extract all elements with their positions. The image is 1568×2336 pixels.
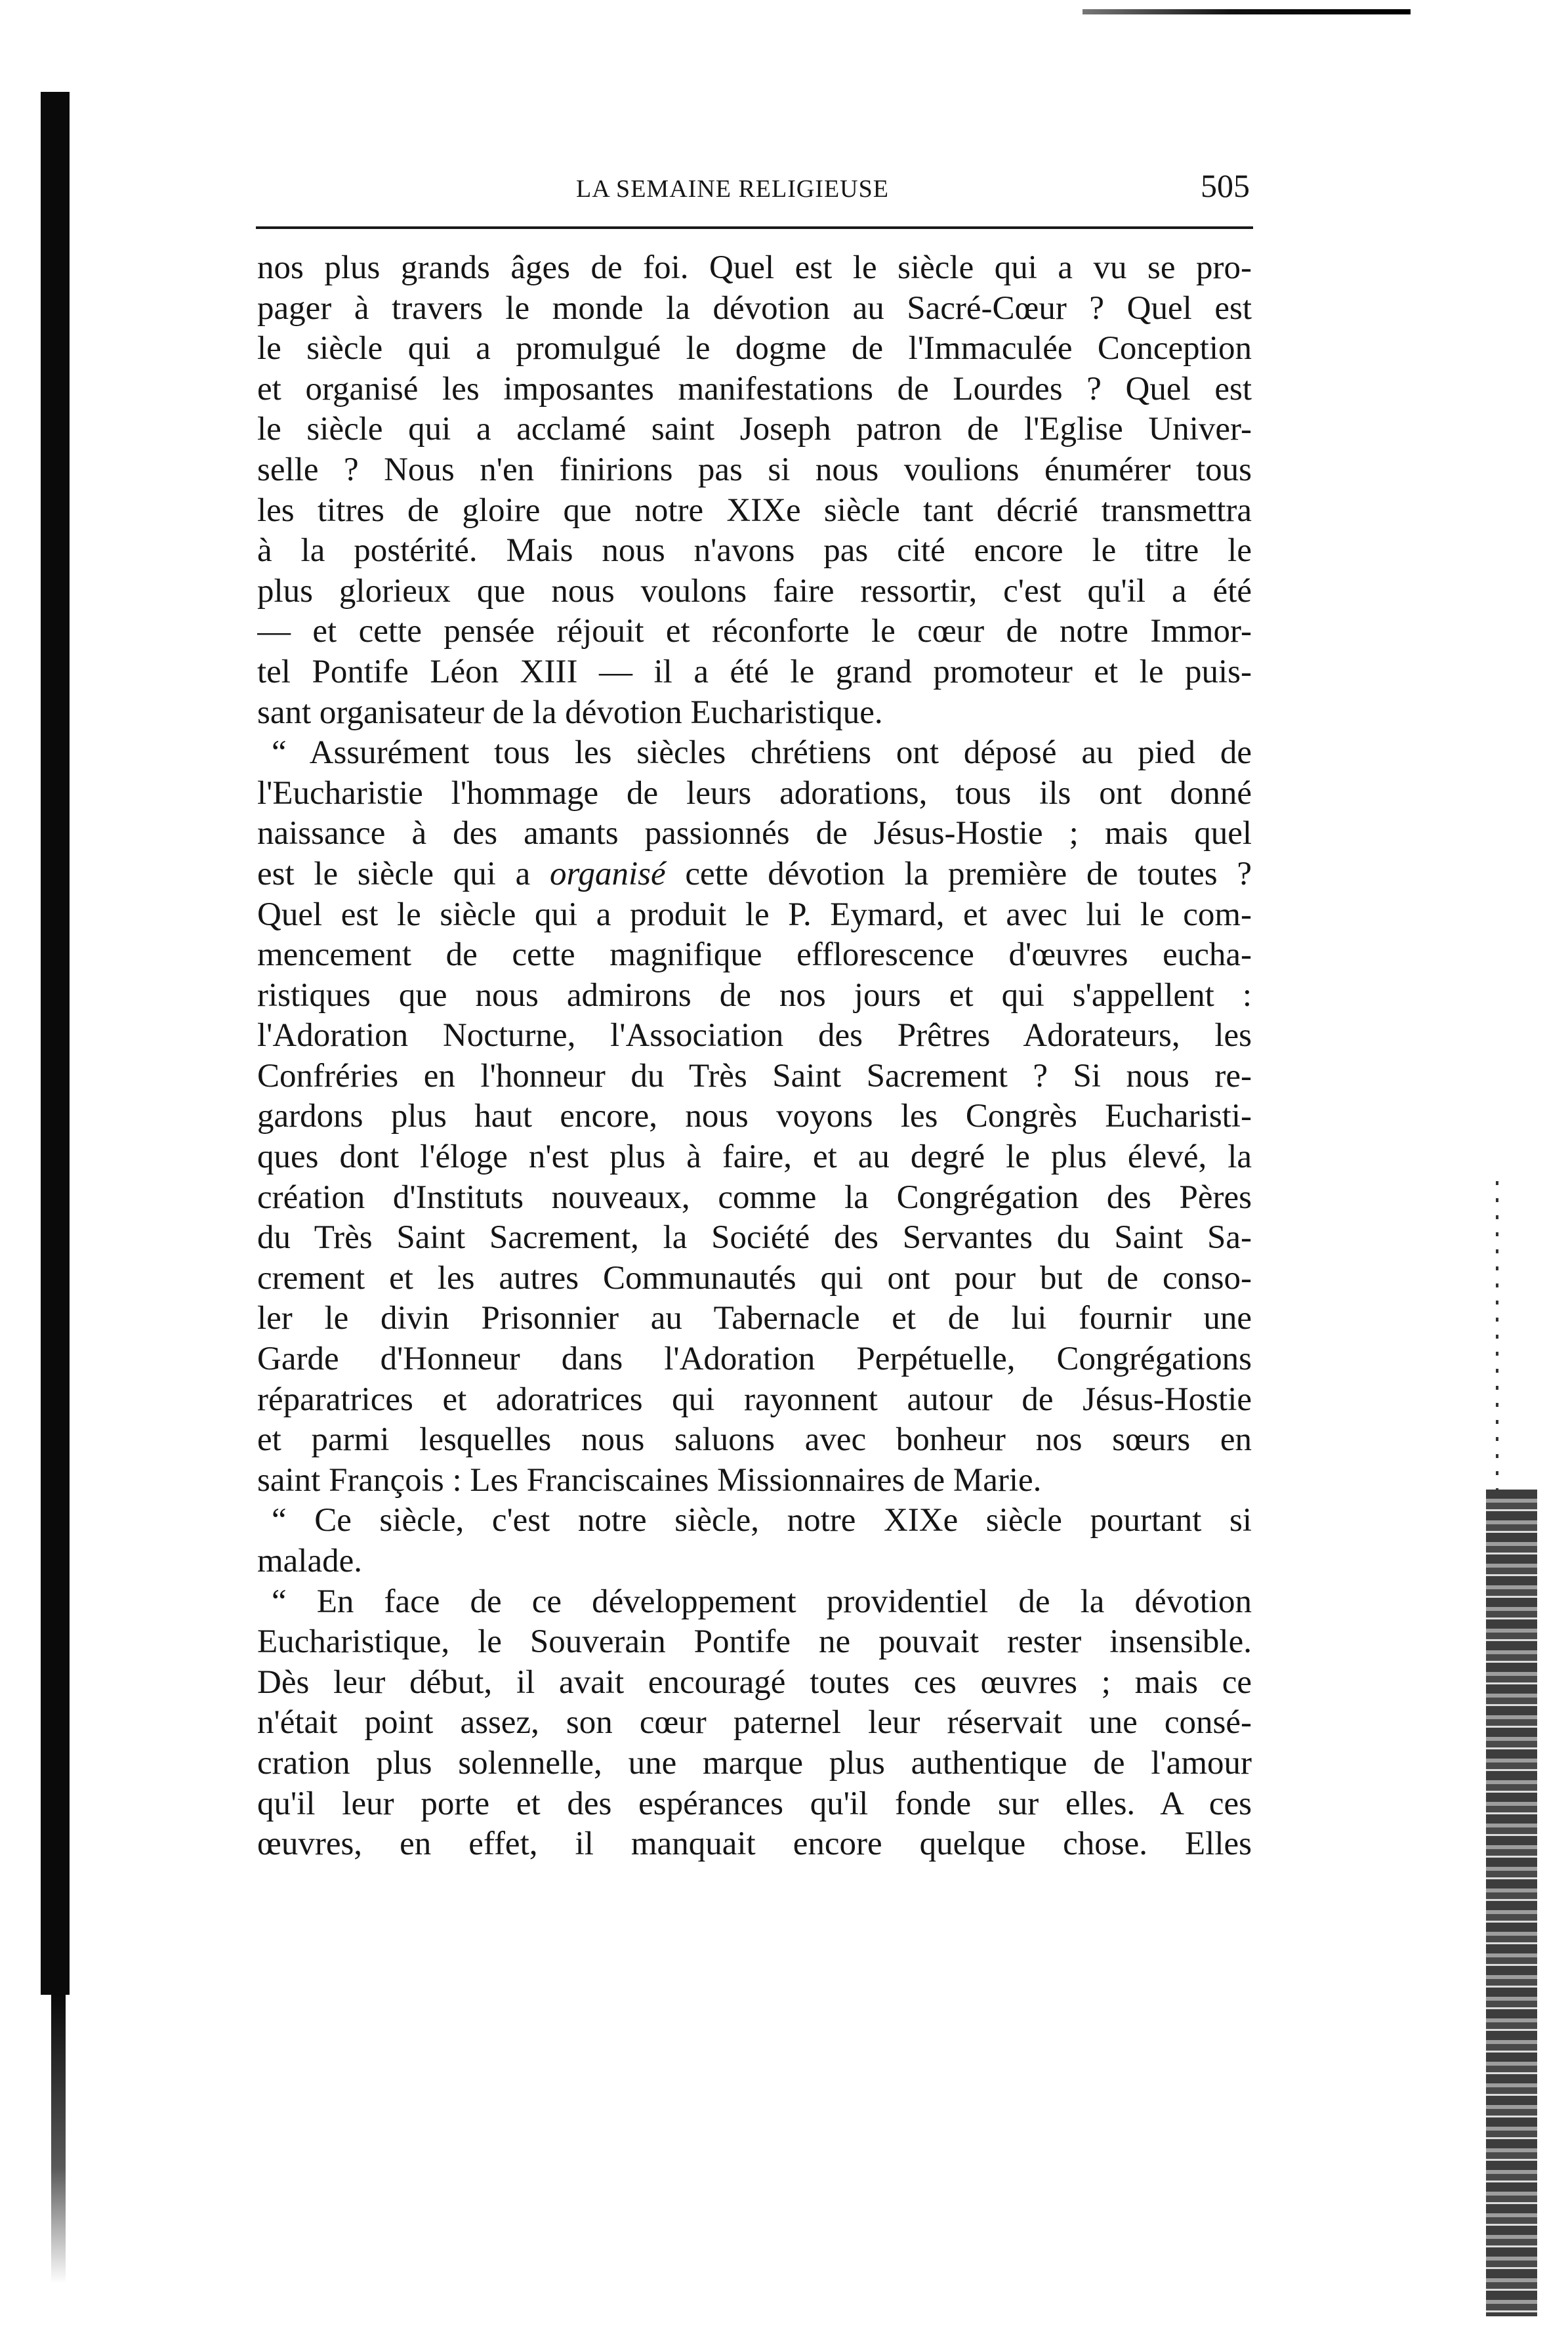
text-line: ques dont l'éloge n'est plus à faire, et au degré le plus élevé, la [257, 1138, 1252, 1176]
text-line: œuvres, en effet, il manquait encore quelque chose. Elles [257, 1825, 1252, 1863]
page-number: 505 [1201, 167, 1250, 204]
text-line: selle ? Nous n'en finirions pas si nous voulions énumérer tous [257, 451, 1252, 488]
text-line: à la postérité. Mais nous n'avons pas cité encore le titre le [257, 532, 1252, 570]
scan-page-edge-texture [1486, 1490, 1537, 2316]
scan-binding-shadow-fade [51, 1995, 66, 2284]
text-line: Confréries en l'honneur du Très Saint Sacrement ? Si nous re- [257, 1057, 1252, 1095]
text-line: ristiques que nous admirons de nos jours et qui s'appellent : [257, 976, 1252, 1014]
text-line: création d'Instituts nouveaux, comme la Congrégation des Pères [257, 1178, 1252, 1216]
text-run: cette dévotion la première de toutes ? [665, 855, 1252, 892]
text-run: est le siècle qui a [257, 855, 550, 892]
text-line: l'Eucharistie l'hommage de leurs adorations, tous ils ont donné [257, 774, 1252, 812]
text-line: du Très Saint Sacrement, la Société des Servantes du Saint Sa- [257, 1219, 1252, 1257]
text-line: sant organisateur de la dévotion Eucharistique. [257, 694, 883, 731]
text-line: Quel est le siècle qui a produit le P. Eymard, et avec lui le com- [257, 896, 1252, 933]
text-line: nos plus grands âges de foi. Quel est le siècle qui a vu se pro- [257, 249, 1252, 286]
text-line: cration plus solennelle, une marque plus authentique de l'amour [257, 1744, 1252, 1782]
text-line: pager à travers le monde la dévotion au Sacré-Cœur ? Quel est [257, 289, 1252, 327]
text-line: crement et les autres Communautés qui ont pour but de conso- [257, 1259, 1252, 1297]
text-line: mencement de cette magnifique efflorescence d'œuvres eucha- [257, 936, 1252, 974]
text-line: n'était point assez, son cœur paternel leur réservait une consé- [257, 1704, 1252, 1742]
text-line: l'Adoration Nocturne, l'Association des Prêtres Adorateurs, les [257, 1017, 1252, 1054]
text-line: naissance à des amants passionnés de Jésus-Hostie ; mais quel [257, 815, 1252, 852]
text-line: le siècle qui a acclamé saint Joseph patron de l'Eglise Univer- [257, 411, 1252, 448]
scan-top-edge-mark [1083, 9, 1411, 14]
text-line: plus glorieux que nous voulons faire ressortir, c'est qu'il a été [257, 572, 1252, 610]
text-line: les titres de gloire que notre XIXe siècle tant décrié transmettra [257, 491, 1252, 529]
text-line: Eucharistique, le Souverain Pontife ne pouvait rester insensible. [257, 1623, 1252, 1661]
page-header [256, 167, 1253, 211]
text-line: ler le divin Prisonnier au Tabernacle et de lui fournir une [257, 1300, 1252, 1337]
text-line: le siècle qui a promulgué le dogme de l'Immaculée Conception [257, 330, 1252, 367]
text-line: tel Pontife Léon XIII — il a été le grand promoteur et le puis- [257, 653, 1252, 690]
header-rule [256, 226, 1253, 229]
text-line: — et cette pensée réjouit et réconforte le cœur de notre Immor- [257, 613, 1252, 650]
text-line: “ Assurément tous les siècles chrétiens ont déposé au pied de [272, 734, 1252, 772]
scan-binding-shadow [41, 92, 70, 1995]
scan-right-edge-dots [1496, 1181, 1498, 1490]
text-line: malade. [257, 1543, 362, 1579]
text-line: qu'il leur porte et des espérances qu'il fonde sur elles. A ces [257, 1785, 1252, 1822]
text-line: Garde d'Honneur dans l'Adoration Perpétuelle, Congrégations [257, 1341, 1252, 1378]
text-line [257, 854, 1252, 895]
text-line: Dès leur début, il avait encouragé toutes ces œuvres ; mais ce [257, 1663, 1252, 1701]
text-line: et parmi lesquelles nous saluons avec bonheur nos sœurs en [257, 1421, 1252, 1459]
text-line: saint François : Les Franciscaines Missionnaires de Marie. [257, 1461, 1042, 1499]
body-text [257, 248, 1252, 1865]
text-line: “ Ce siècle, c'est notre siècle, notre XIXe siècle pourtant si [272, 1502, 1252, 1539]
text-line: et organisé les imposantes manifestations de Lourdes ? Quel est [257, 370, 1252, 407]
running-title: LA SEMAINE RELIGIEUSE [576, 175, 889, 203]
text-line: “ En face de ce développement providentiel de la dévotion [272, 1583, 1252, 1620]
text-line: gardons plus haut encore, nous voyons les Congrès Eucharisti- [257, 1098, 1252, 1135]
emphasis: organisé [549, 855, 666, 892]
text-line: réparatrices et adoratrices qui rayonnent autour de Jésus-Hostie [257, 1381, 1252, 1418]
